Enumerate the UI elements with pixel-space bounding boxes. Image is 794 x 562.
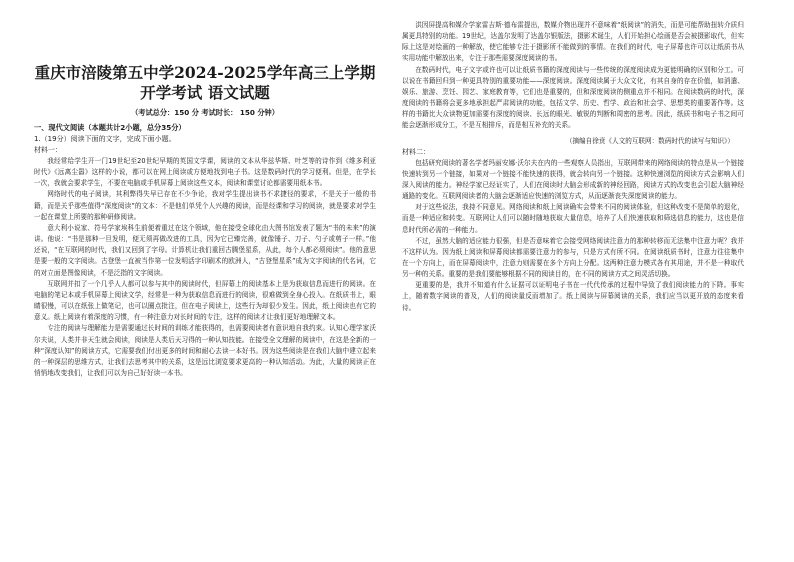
exam-header (34, 63, 376, 118)
paragraph: 包括研究阅读的著名学者玛丽安娜·沃尔夫在内的一些观察人员指出，互联网带来的网络阅读的特点是从一个链接快速转到另一个链接，如果对一个链接不能快速的获得，就会转向另一个链接。这种快速浏览的阅读方式会影响人们深入阅读的能力。神经学家已经证实了，人们在阅读时大脑会形成新的神经回路，阅读方式的改变也会引起大脑神经通路的变化。互联网阅读者的大脑会逐渐适应快速的浏览方式，从而逐渐丧失深度阅读的能力。 (402, 158, 744, 201)
source-citation: （摘编自徐贲《人文的互联网：数码时代的读写与知识》） (565, 136, 734, 145)
material-1-label: 材料一： (34, 146, 62, 154)
left-column (34, 0, 376, 379)
right-column (402, 20, 744, 314)
exam-title-line2: 开学考试 语文试题 (140, 83, 270, 102)
material-2-label: 材料二： (402, 147, 430, 156)
paragraph: 更重要的是，我并不知道有什么证据可以证明电子书在一代代传承的过程中导致了我们阅读能力的下降。事实上，随着数字阅读的普及，人们的阅读量反而增加了。纸上阅读与屏幕阅读的关系，我们应当以更开放的态度来看待。 (402, 281, 744, 312)
paragraph: 互联网并扣了一个几乎人人都可以参与其中的阅读时代，但屏幕上的阅读基本上是为获取信息而进行的阅读。在电脑的笔记本或手机屏幕上阅读文学，经常是一种为获取信息而进行的阅读，很难做到全身心投入。在纸质书上，眼睛很慢，可以在纸张上做笔记，也可以圈点批注，但在电子阅读上，这些行为却很少发生。因此，纸上阅读也有它的意义。纸上阅读有着深度的习惯，有一种注意力对长时间的专注，这样的阅读才让我们更好地理解文本。 (34, 279, 376, 322)
exam-info: （考试总分：150 分 考试时长： 150 分钟） (131, 108, 279, 117)
paragraph: 专注的阅读与理解能力是需要通过长时间的训练才能获得的，也需要阅读者有意识地自我约束。认知心理学家沃尔夫说，人类并非天生就会阅读，阅读是人类后天习得的一种认知技能。在接受全文理解的阅读中，在这是全新的一种“深度认知”的阅读方式，它需要我们付出更多的时间和耐心去读一本好书。因为这些阅读是在我们大脑中建立起来的一种深层的思维方式，让我们去思考其中的关系，这是远比浏览要求更高的一种认知活动。为此，大量的阅读正在悄悄地改变我们，让我们可以为自己好好读一本书。 (34, 324, 376, 377)
paragraph: 在数码时代，电子文字或许也可以让纸质书籍的深度阅读与一些传统的深度阅读成为更能明确的区别和分工。可以说在书籍回归到一种更具特别的重要功能——深度阅读。深度阅读属于大众文化，有其自身的存在价值，如消遣、娱乐、旅游、烹饪、园艺、家庭教育等，它们也是重要的，但和深度阅读的侧重点并不相同。在阅读数码的时代，深度阅读的书籍将会更多地承担起严肃阅读的功能，包括文学、历史、哲学、政治和社会学、思想类的重要著作等。这样的书籍比大众读物更加需要有深度的阅读、长远的眼光、敏锐的判断和周密的思考。因此，纸质书和电子书之间可能会逐渐形成分工，不是互相排斥，而是相互补充的关系。 (402, 65, 744, 130)
paragraph: 不过，虽然大脑的适应能力很强，但是否意味着它会接受网络阅读注意力的那种转移而无法集中注意力呢？我并不这样认为。因为纸上阅读和屏幕阅读都需要注意力的参与，只是方式有所不同。在阅读纸质书时，注意力往往集中在一个方向上，而在屏幕阅读中，注意力则需要在多个方向上分配。这两种注意力模式各有其用途，并不是一种取代另一种的关系。重要的是我们要能够根据不同的阅读目的，在不同的阅读方式之间灵活切换。 (402, 236, 744, 279)
paragraph: 对于这些说法，我持不同意见。网络阅读和纸上阅读确实会带来不同的阅读体验，但这种改变不是简单的退化，而是一种适应和转变。互联网让人们可以随时随地获取大量信息，培养了人们快速获取和筛选信息的能力，这也是信息时代所必需的一种能力。 (402, 203, 744, 234)
paragraph: 我经常给学生开一门19世纪至20世纪早期的英国文学课，阅读的文本从华兹华斯、叶芝等的诗作到《维多利亚时代》《远离尘嚣》这样的小说，都可以在网上阅读或方便地找到电子书。这是数码时代的学习便利。但是，在学长一次，我就会要求学生，不要在电脑或手机屏幕上阅读这些文本，阅读和课堂讨论都需要用纸本书。 (34, 157, 376, 188)
exam-title-line1: 重庆市涪陵第五中学2024-2025学年高三上学期 (34, 63, 376, 82)
section-heading: 一、现代文阅读（本题共计2小题，总分35分） (34, 123, 186, 132)
question-1-prompt: 1.（19分）阅读下面的文字，完成下面小题。 (34, 135, 176, 143)
paragraph: 意大利小说家、符号学家埃科生前便着重过在这个领域，他在接受全球化由大图书馆发表了题为“书的未来”的演讲。他说：“书是那种一旦发明，便无须再做改进的工具，因为它已臻完善，就像锤子、刀子、勺子或剪子一样。”他还说，“在互联网的时代，我们又回到了字母。计算机让我们重回古腾堡星系，从此，每个人都必须阅读”。他的意思是要一般的文字阅读。古登堡一直被当作第一位发明活字印刷术的欧洲人，“古登堡星系”成为文字阅读的代名词，它的对立面是图像阅读，不是泛指的文字阅读。 (34, 223, 376, 277)
paragraph: 洪因屏提高和媒介学家雷吉斯·德布雷提出，数媒介物出现并不意味着“纸阅读”的消失，而是可能帮助扭转介质归属更具特别的功能。19世纪，达盖尔发明了达盖尔银版法，摄影术诞生，人们开始担心绘画是否会被摄影取代，但实际上这是对绘画的一种解放，使它能够专注于摄影所不能做到的事情。在我们的时代，电子屏幕也许可以让纸质书从实用功能中解放出来，专注于那些需要深度阅读的书。 (402, 21, 744, 63)
paragraph: 网络时代的电子阅读，其利弊得失早已存在不少争论，我对学生提出读书不求捷径的要求，不是关于一般的书籍，而是关乎那些值得“深度阅读”的文本：不是他们单凭个人兴趣的阅读，而是经课和学习的阅读，就是要求对学生一起在课堂上所要的那种研修阅读。 (34, 190, 376, 221)
